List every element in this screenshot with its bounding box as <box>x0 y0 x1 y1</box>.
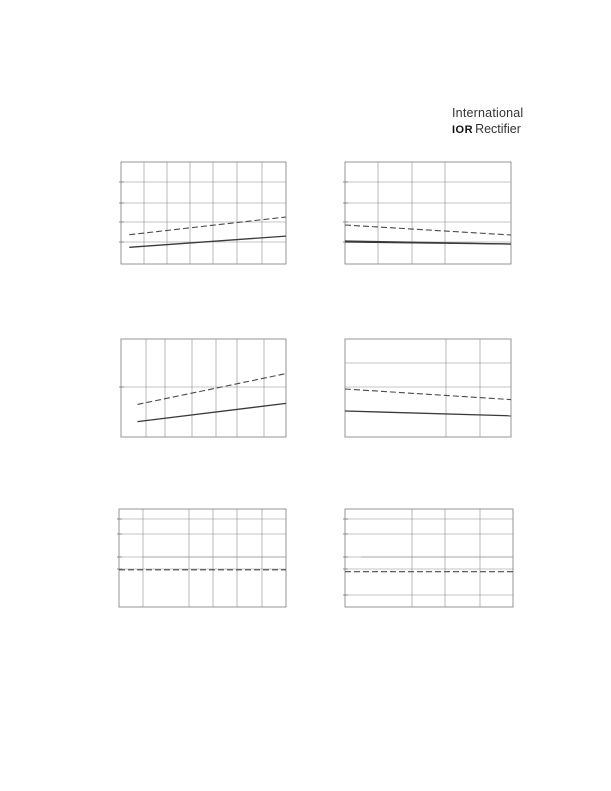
plot-frame <box>121 162 286 264</box>
company-logo <box>452 106 532 137</box>
plot-frame <box>119 509 286 607</box>
logo-line2 <box>452 122 532 137</box>
series-line-dashed <box>345 225 511 235</box>
chart-1 <box>119 160 288 266</box>
chart-4 <box>343 337 513 439</box>
chart-2 <box>343 160 513 266</box>
series-line-dashed <box>345 389 511 400</box>
plot-frame <box>345 162 511 264</box>
chart-5 <box>116 507 288 609</box>
chart-6 <box>343 507 515 609</box>
logo-line1: International <box>452 106 524 120</box>
series-line-dashed <box>129 217 286 235</box>
plot-frame <box>345 339 511 437</box>
series-line-solid <box>345 411 511 416</box>
logo-mark: IOR <box>452 124 474 136</box>
logo-line2-text: Rectifier <box>475 122 521 136</box>
plot-frame <box>345 509 513 607</box>
chart-3 <box>119 337 288 439</box>
